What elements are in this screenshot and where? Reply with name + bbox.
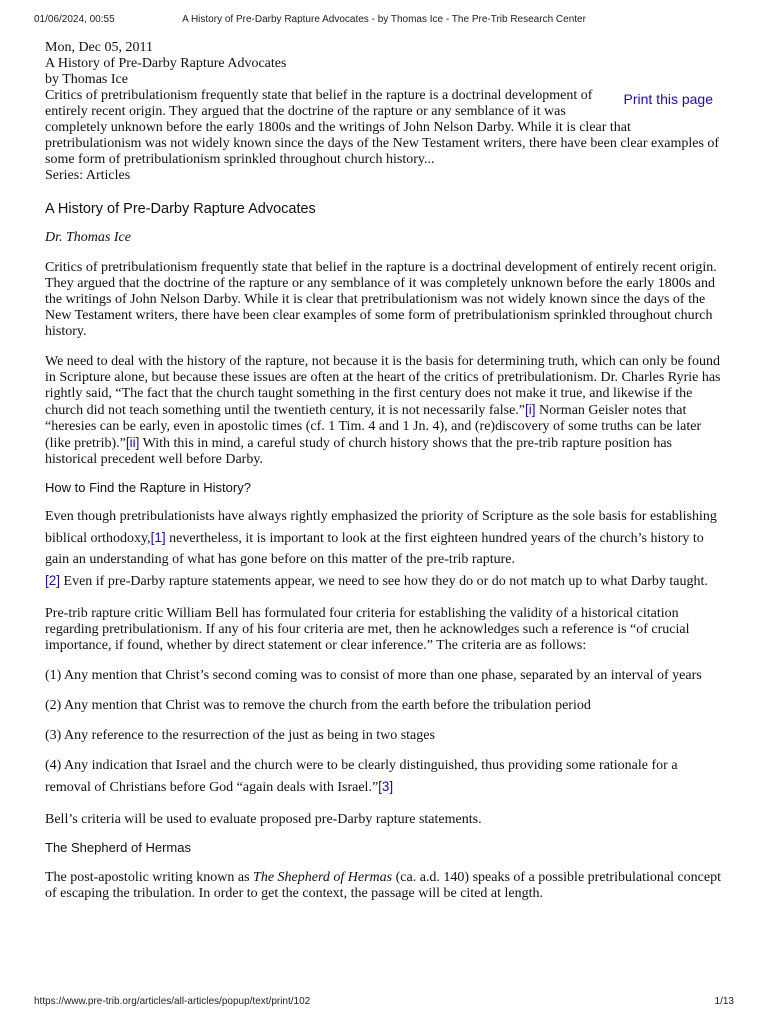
criterion-1: (1) Any mention that Christ’s second coming was to consist of more than one phase, separated by an interval of years (45, 668, 702, 683)
paragraph-shepherd (45, 870, 725, 902)
paragraph-text: Even though pretribulationists have always rightly emphasized the priority of Scripture as the sole basis for establishing biblical orthodoxy, (45, 509, 717, 546)
paragraph-text: (ca. a.d. 140) speaks of a possible pretribulational concept of escaping the tribulation. In order to get the context, the passage will be cited at length. (45, 870, 721, 901)
print-this-page-link[interactable]: Print this page (623, 91, 713, 107)
criterion-3: (3) Any reference to the resurrection of the just as being in two stages (45, 728, 435, 743)
footnote-link-3[interactable]: [3] (378, 779, 394, 794)
section-heading-find-rapture: How to Find the Rapture in History? (45, 480, 251, 495)
paragraph-text: We need to deal with the history of the rapture, not because it is the basis for determining truth, which can only be found in Scripture alone, but because these issues are often at the heart of the critics of pretribulationism. Dr. Charles Ryrie has rightly said, “The fact that the church taught something in the first century does not make it true, and likewise if the church did not teach something until the twentieth century, it is not necessarily false.” (45, 354, 721, 418)
paragraph-text: (4) Any indication that Israel and the church were to be clearly distinguished, thus providing some rationale for a removal of Christians before God “again deals with Israel.” (45, 758, 678, 795)
footnote-link-1[interactable]: [1] (150, 530, 166, 545)
paragraph-history (45, 354, 725, 468)
print-url: https://www.pre-trib.org/articles/all-articles/popup/text/print/102 (34, 996, 311, 1007)
criterion-2: (2) Any mention that Christ was to remove the church from the earth before the tribulation period (45, 698, 591, 713)
meta-title: A History of Pre-Darby Rapture Advocates (45, 56, 287, 71)
footnote-link-ii[interactable]: [ii] (125, 435, 140, 450)
article-content (45, 40, 725, 902)
meta-summary (45, 88, 725, 168)
paragraph-scripture (45, 506, 725, 592)
paragraph-text: Even if pre-Darby rapture statements appear, we need to see how they do or do not match up to what Darby taught. (60, 574, 708, 589)
post-date: Mon, Dec 05, 2011 (45, 40, 153, 55)
summary-text: Critics of pretribulationism frequently state that belief in the rapture is a doctrinal development of entirely recent origin. They argued that the doctrine of the rapture or any semblance of it was completely unknown before the early 1800s and the writings of John Nelson Darby. While it is clear that pretribulationism was not widely known since the days of the New Testament writers, there have been clear examples of some form of pretribulationism sprinkled throughout church history... (45, 88, 720, 167)
paragraph-text: With this in mind, a careful study of church history shows that the pre-trib rapture position has historical precedent well before Darby. (45, 436, 672, 467)
print-page-title: A History of Pre-Darby Rapture Advocates - by Thomas Ice - The Pre-Trib Research Center (182, 14, 586, 25)
print-footer (34, 996, 734, 1010)
paragraph-bell-usage: Bell’s criteria will be used to evaluate proposed pre-Darby rapture statements. (45, 812, 482, 827)
paragraph-text: The post-apostolic writing known as (45, 870, 254, 885)
criterion-4 (45, 755, 725, 798)
paragraph-intro: Critics of pretribulationism frequently state that belief in the rapture is a doctrinal development of entirely recent origin. They argued that the doctrine of the rapture or any semblance of it was completely unknown before the early 1800s and the writings of John Nelson Darby. While it is clear that pretribulationism was not widely known since the days of the New Testament writers, there have been clear examples of some form of pretribulationism sprinkled throughout church history. (45, 260, 717, 339)
paragraph-text: Norman Geisler notes that “heresies can be early, even in apostolic times (cf. 1 Tim. 4 and 1 Jn. 4), and (re)discovery of some truths can be later (like pretrib).” (45, 403, 702, 451)
series-label: Series: Articles (45, 168, 131, 183)
page-number: 1/13 (714, 996, 734, 1007)
article-author: Dr. Thomas Ice (45, 230, 131, 245)
paragraph-text: nevertheless, it is important to look at the first eighteen hundred years of the church’s history to gain an understanding of what has gone before on this matter of the pre-trib rapture. (45, 531, 704, 567)
article-title: A History of Pre-Darby Rapture Advocates (45, 201, 316, 217)
print-datetime: 01/06/2024, 00:55 (34, 14, 115, 25)
footnote-link-i[interactable]: [i] (525, 402, 536, 417)
section-heading-shepherd: The Shepherd of Hermas (45, 840, 191, 855)
footnote-link-2[interactable]: [2] (45, 573, 61, 588)
article-meta (45, 40, 725, 184)
paragraph-bell-criteria: Pre-trib rapture critic William Bell has formulated four criteria for establishing the validity of a historical citation regarding pretribulationism. If any of his four criteria are met, then he acknowledges such a reference is “of crucial importance, if found, whether by direct statement or clear inference.” The criteria are as follows: (45, 606, 690, 653)
book-title: The Shepherd of Hermas (253, 870, 393, 885)
print-header (34, 14, 734, 28)
meta-byline: by Thomas Ice (45, 72, 128, 87)
